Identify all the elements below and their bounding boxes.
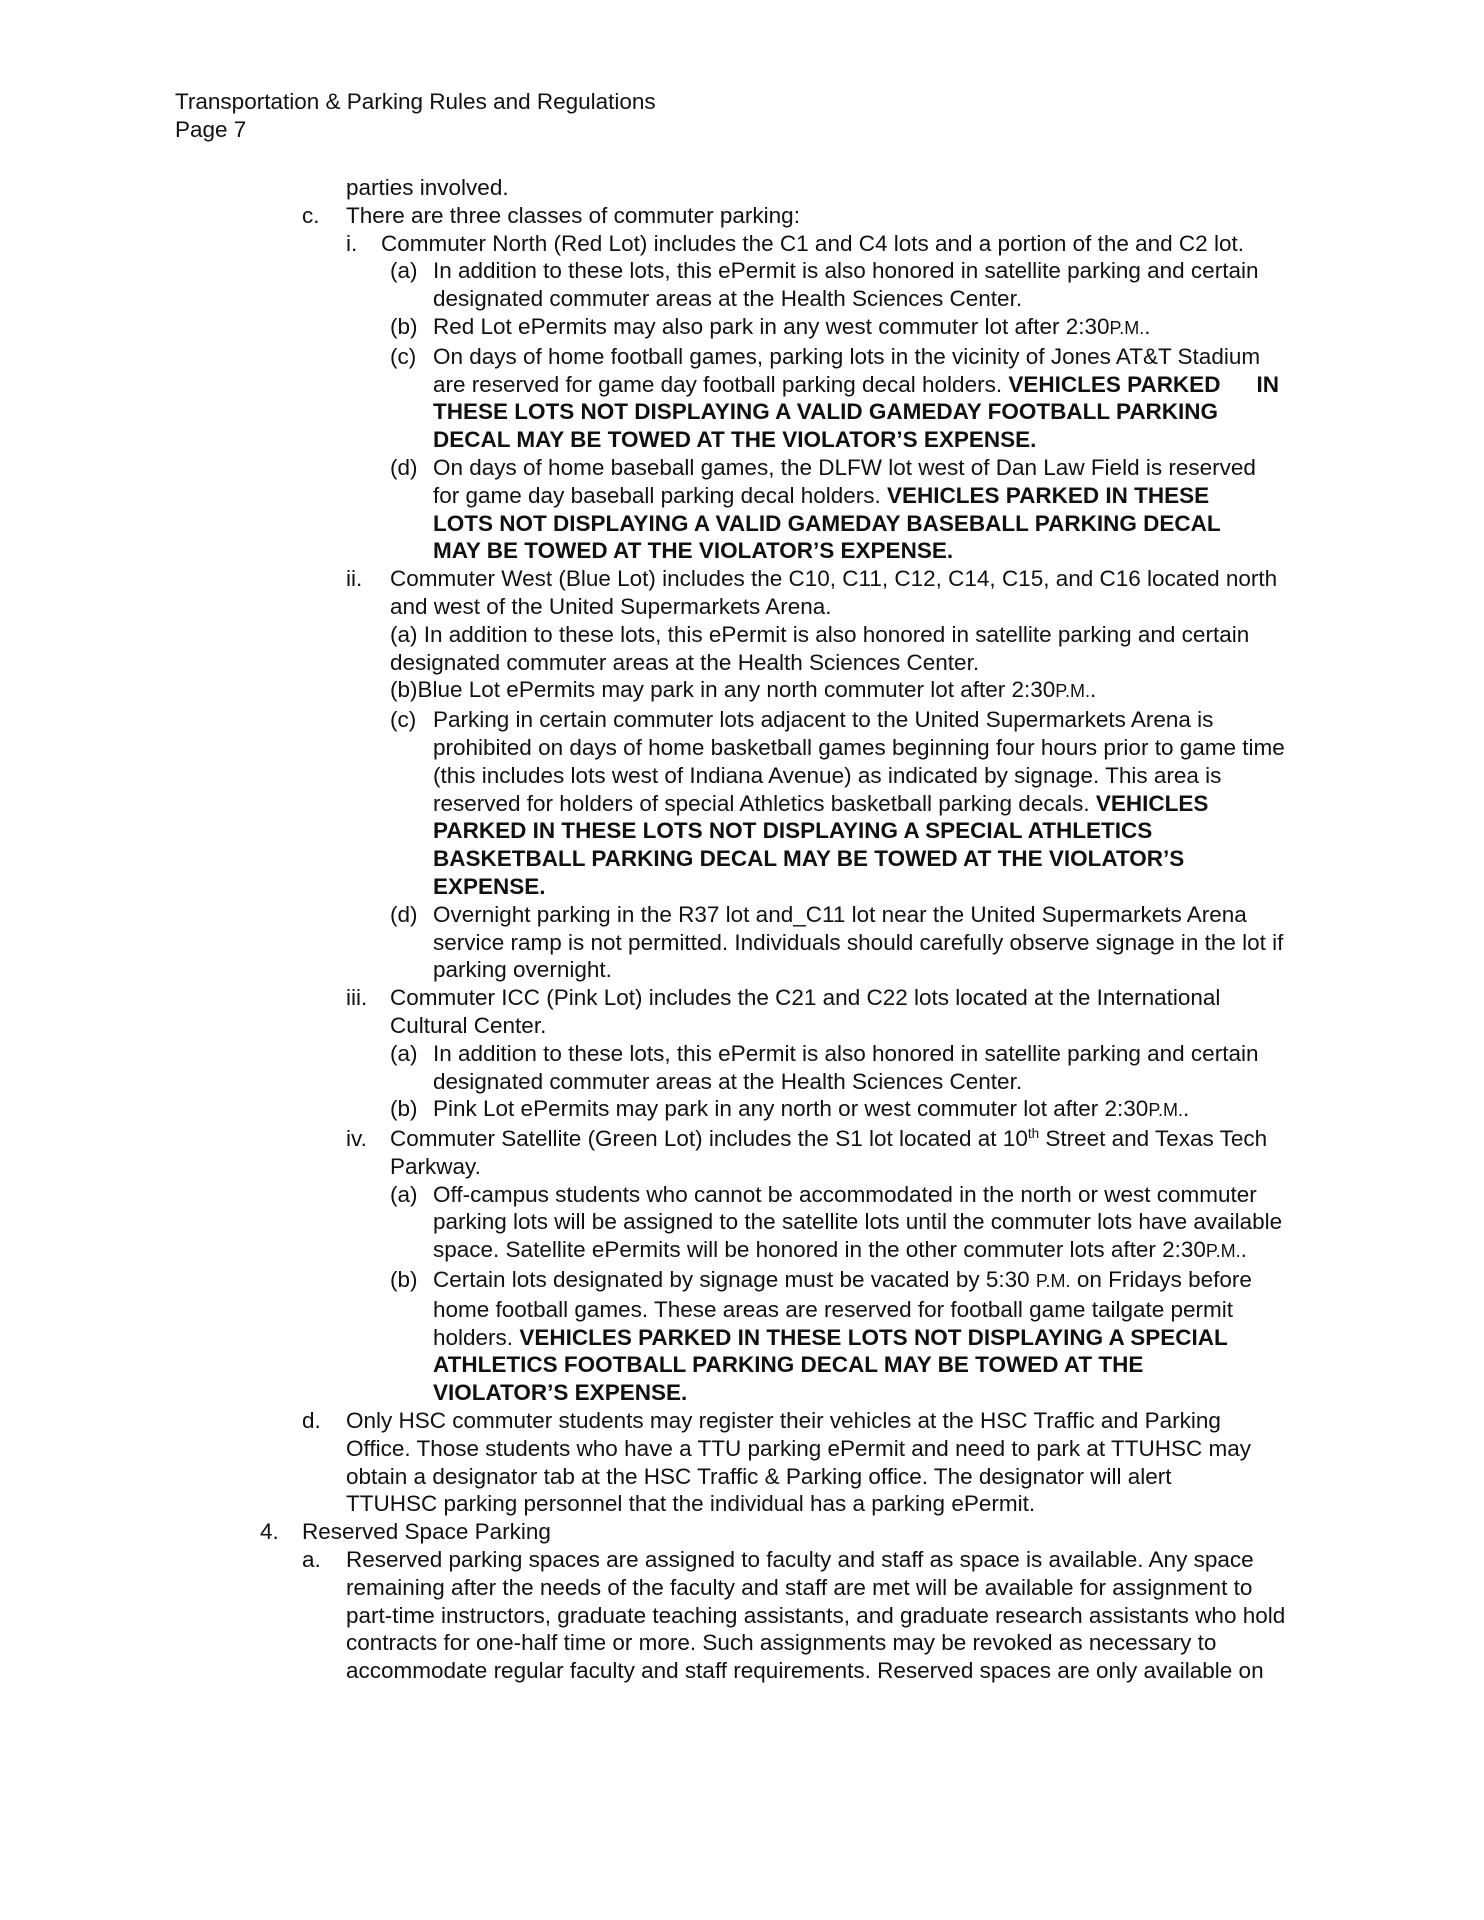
warning-text: PARKED IN THESE LOTS NOT DISPLAYING A SPECIAL ATHLETICS [433, 818, 1153, 844]
list-item-c-i-d: (d) On days of home baseball games, the DLFW lot west of Dan Law Field is reserved for game day baseball parking decal holders. VEHICLES PARKED IN THESE LOTS NOT DISPLAYING A VALID GAMEDAY BASEBALL PARKING DECAL MAY BE TOWED AT THE VIOLATOR’S EXPENSE. [390, 454, 1256, 564]
warning-text: BASKETBALL PARKING DECAL MAY BE TOWED AT THE VIOLATOR’S [433, 846, 1185, 872]
list-item-c-iv: iv. Commuter Satellite (Green Lot) includes the S1 lot located at 10th Street and Texas Tech Parkway. [346, 1126, 1268, 1179]
document-title: Transportation & Parking Rules and Regulations [175, 89, 656, 114]
list-marker: (b) [390, 1096, 418, 1122]
list-item-c-ii: ii. Commuter West (Blue Lot) includes the C10, C11, C12, C14, C15, and C16 located north and west of the United Supermarkets Arena. (a) In addition to these lots, this ePermit is also honored in satellite parking and certain designated commuter areas at the Health Sciences Center. (b)Blue Lot ePermits may park in any north commuter lot after 2:30P.M.. [346, 566, 1278, 703]
list-marker: (d) [390, 454, 418, 480]
list-item-c-iii-a: (a) In addition to these lots, this ePermit is also honored in satellite parking and certain designated commuter areas at the Health Sciences Center. [390, 1040, 1259, 1094]
list-item-c-ii-d: (d) Overnight parking in the R37 lot and_C11 lot near the United Supermarkets Arena service ramp is not permitted. Individuals should carefully observe signage in the lot if parking overnight. [390, 901, 1284, 983]
list-item-c: c. There are three classes of commuter parking: [302, 202, 800, 228]
section-4 [0, 1518, 1484, 1546]
list-item-c-i-a: (a) In addition to these lots, this ePermit is also honored in satellite parking and certain designated commuter areas at the Health Sciences Center. [390, 258, 1259, 312]
list-item-c-ii-c: (c) Parking in certain commuter lots adjacent to the United Supermarkets Arena is prohibited on days of home basketball games beginning four hours prior to game time (this includes lots west of Indiana Avenue) as indicated by signage. This area is reserved for holders of special Athletics basketball parking decals. VEHICLES PARKED IN THESE LOTS NOT DISPLAYING A SPECIAL ATHLETICS BASKETBALL PARKING DECAL MAY BE TOWED AT THE VIOLATOR’S EXPENSE. [390, 707, 1285, 899]
list-marker: (d) [390, 901, 418, 927]
list-item-c-iii-b: (b) Pink Lot ePermits may park in any north or west commuter lot after 2:30P.M.. [390, 1096, 1190, 1122]
list-marker: (a) [390, 258, 418, 284]
warning-text: VEHICLES [1095, 790, 1209, 816]
list-item-c-iv-b: (b) Certain lots designated by signage must be vacated by 5:30 P.M. on Fridays before home football games. These areas are reserved for football game tailgate permit holders. VEHICLES PARKED IN THESE LOTS NOT DISPLAYING A SPECIAL ATHLETICS FOOTBALL PARKING DECAL MAY BE TOWED AT THE VIOLATOR’S EXPENSE. [390, 1267, 1252, 1406]
section-number: 4. [260, 1519, 279, 1545]
warning-text: DECAL MAY BE TOWED AT THE VIOLATOR’S EXPENSE. [433, 427, 1037, 453]
list-marker: ii. [346, 566, 363, 592]
warning-text: EXPENSE. [433, 873, 546, 899]
list-marker: (c) [390, 707, 417, 733]
list-marker: i. [346, 230, 358, 256]
list-marker: (a) [390, 1040, 418, 1066]
list-item-c-i-c: (c) On days of home football games, parking lots in the vicinity of Jones AT&T Stadium are reserved for game day football parking decal holders. VEHICLES PARKED IN THESE LOTS NOT DISPLAYING A VALID GAMEDAY FOOTBALL PARKING DECAL MAY BE TOWED AT THE VIOLATOR’S EXPENSE. [390, 343, 1279, 453]
list-marker: (a) [390, 1181, 418, 1207]
list-item-d: d. Only HSC commuter students may register their vehicles at the HSC Traffic and Parking Office. Those students who have a TTU parking ePermit and need to park at TTUHSC may obtain a designator tab at the HSC Traffic & Parking office. The designator will alert TTUHSC parking personnel that the individual has a parking ePermit. [302, 1408, 1252, 1517]
warning-text: VIOLATOR’S EXPENSE. [433, 1380, 688, 1406]
list-marker: d. [302, 1408, 321, 1434]
page-header [175, 88, 656, 144]
warning-text: LOTS NOT DISPLAYING A VALID GAMEDAY BASEBALL PARKING DECAL [433, 510, 1221, 536]
list-item-c-i-b: (b) Red Lot ePermits may also park in any west commuter lot after 2:30P.M.. [390, 313, 1151, 339]
list-marker: iii. [346, 985, 368, 1011]
warning-text: VEHICLES PARKED [1008, 371, 1221, 397]
warning-text: THESE LOTS NOT DISPLAYING A VALID GAMEDAY FOOTBALL PARKING [433, 399, 1219, 425]
warning-text: ATHLETICS FOOTBALL PARKING DECAL MAY BE TOWED AT THE [433, 1352, 1144, 1378]
warning-text: VEHICLES PARKED IN THESE LOTS NOT DISPLAYING A SPECIAL [519, 1324, 1228, 1350]
list-item-c-iv-a: (a) Off-campus students who cannot be accommodated in the north or west commuter parking lots will be assigned to the satellite lots until the commuter lots have available space. Satellite ePermits will be honored in the other commuter lots after 2:30P.M.. [390, 1181, 1283, 1263]
warning-text: MAY BE TOWED AT THE VIOLATOR’S EXPENSE. [433, 538, 954, 564]
continued-paragraph: parties involved. [346, 175, 509, 200]
list-item-c-iii: iii. Commuter ICC (Pink Lot) includes the C21 and C22 lots located at the International Cultural Center. [346, 985, 1221, 1038]
list-marker: a. [302, 1547, 321, 1573]
list-marker: (b) [390, 313, 418, 339]
list-marker: (b) [390, 1267, 418, 1293]
section-title: Reserved Space Parking [302, 1519, 551, 1545]
document-body [0, 174, 1484, 1685]
warning-text: VEHICLES PARKED IN THESE [887, 482, 1210, 508]
list-item-4-a: a. Reserved parking spaces are assigned to faculty and staff as space is available. Any space remaining after the needs of the faculty and staff are met will be available for assignment to part-time instructors, graduate teaching assistants, and graduate research assistants who hold contracts for one-half time or more. Such assignments may be revoked as necessary to accommodate regular faculty and staff requirements. Reserved spaces are only available on [302, 1547, 1286, 1684]
list-item-c-i: i. Commuter North (Red Lot) includes the C1 and C4 lots and a portion of the and C2 lot. [346, 230, 1244, 256]
page-number: Page 7 [175, 116, 247, 142]
list-marker: (c) [390, 343, 417, 369]
list-marker: iv. [346, 1126, 367, 1152]
list-marker: c. [302, 202, 320, 228]
